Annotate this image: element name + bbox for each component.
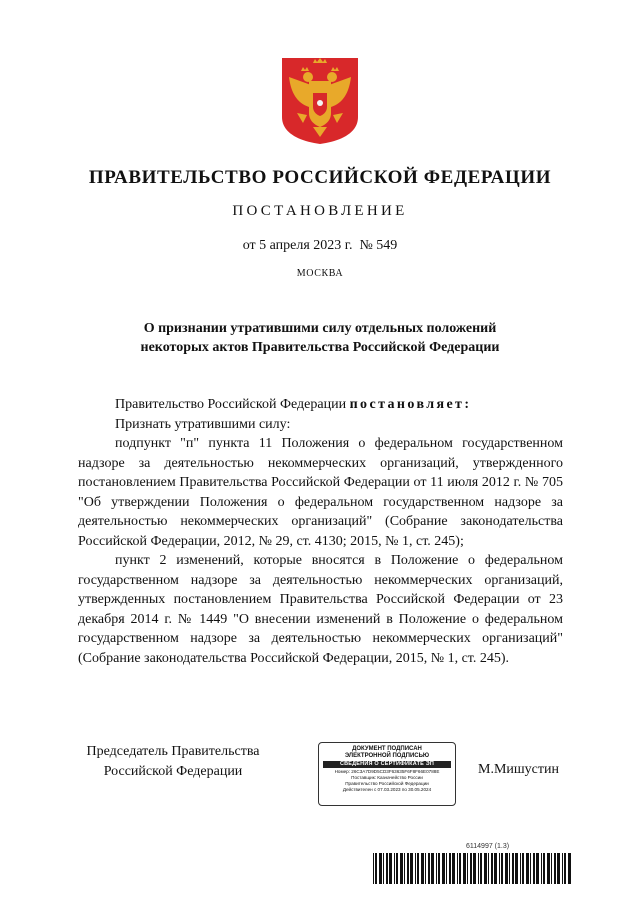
stamp-line-2: ЭЛЕКТРОННОЙ ПОДПИСЬЮ (344, 753, 430, 759)
document-type: ПОСТАНОВЛЕНИЕ (232, 203, 408, 219)
subject-line-2: некоторых актов Правительства Российской Федерации (140, 340, 500, 355)
stamp-certificate-band: СВЕДЕНИЯ О СЕРТИФИКАТЕ ЭП (323, 761, 451, 768)
stamp-validity: Действителен с 07.03.2023 по 30.05.2024 (342, 787, 432, 792)
paragraph-intro (78, 395, 563, 415)
stamp-supplier-1: Поставщик: Казначейство России (351, 775, 423, 780)
document-body (78, 395, 563, 668)
stamp-number: Номер: 26C3A7D9D5CD3F63635F6F8F66E0788E (334, 769, 440, 774)
coat-of-arms-emblem (279, 55, 361, 145)
decrees-word: постановляет: (349, 397, 472, 412)
document-subject (60, 319, 580, 357)
government-title: ПРАВИТЕЛЬСТВО РОССИЙСКОЙ ФЕДЕРАЦИИ (88, 167, 552, 188)
paragraph-declare: Признать утратившими силу: (115, 416, 291, 432)
signer-title-line-1: Председатель Правительства (86, 744, 260, 759)
document-code: 6114997 (1.3) (466, 843, 510, 850)
paragraph-item-2: пункт 2 изменений, которые вносятся в Положение о федеральном государственном надзоре за деятельностью некоммерческих организаций, утвержденных постановлением Правительства Российской Федерации от 23 декабря 2014 г. № 1449 "О внесении изменений в Положение о федеральном государственном надзоре за деятельностью некоммерческих организаций" (Собрание законодательства Российской Федерации, 2015, № 1, ст. 245). (78, 553, 563, 666)
document-date-number: от 5 апреля 2023 г. № 549 (242, 238, 398, 253)
signer-name: М.Мишустин (478, 762, 559, 777)
subject-line-1: О признании утратившими силу отдельных положений (143, 321, 497, 336)
barcode-image (373, 853, 572, 884)
document-city: МОСКВА (296, 268, 344, 279)
stamp-supplier-2: Правительство Российской Федерации (345, 781, 429, 786)
signer-title (78, 742, 268, 782)
paragraph-item-1: подпункт "п" пункта 11 Положения о федеральном государственном надзоре за деятельностью некоммерческих организаций, утвержденного постановлением Правительства Российской Федерации от 11 июля 2012 г. № 705 "Об утверждении Положения о федеральном государственном надзоре за деятельностью некоммерческих организаций" (Собрание законодательства Российской Федерации, 2012, № 29, ст. 4130; 2015, № 1, ст. 245); (78, 436, 563, 549)
signer-title-line-2: Российской Федерации (103, 764, 243, 779)
electronic-signature-stamp (318, 742, 456, 806)
intro-text: Правительство Российской Федерации (115, 397, 350, 412)
stamp-line-1: ДОКУМЕНТ ПОДПИСАН (352, 746, 422, 752)
